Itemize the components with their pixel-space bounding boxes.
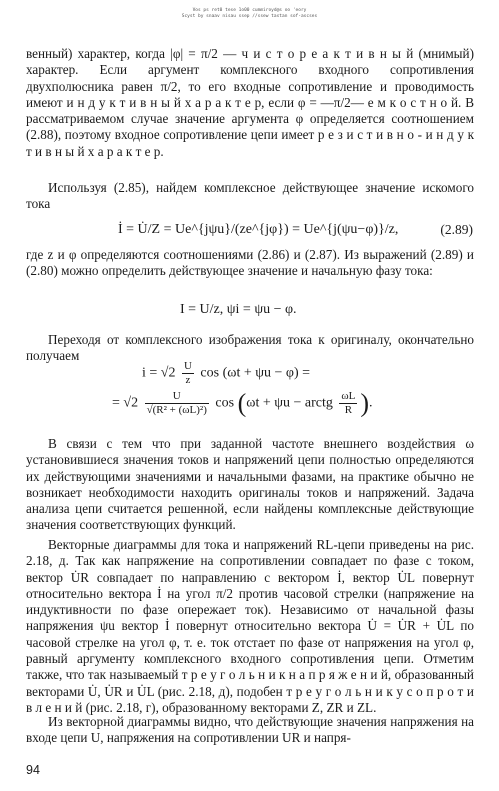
eq-denominator: √(R² + (ωL)²) [146, 404, 207, 416]
eq-denominator: R [344, 404, 353, 416]
eq-argument: ωt + ψu − arctg [246, 395, 333, 411]
scan-stamp [0, 8, 499, 20]
paragraph-text: Векторные диаграммы для тока и напряжений RL-цепи приведены на рис. 2.18, д. Так как напряжение на сопротивлении совпадает по фазе с током, вектор U̇R совпадает по направлению с вектором İ, вектор U̇L повернут относительно вектора İ на угол π/2 против часовой стрелки (напряжение на индуктивности по фазе опережает ток). Независимо от начальной фазы напряжения ψu вектор İ повернут относительно вектора U̇ = U̇R + U̇L по часовой стрелке на угол φ, т. е. ток отстает по фазе от напряжения на угол φ, равный аргументу комплексного входного сопротивления цепи. Отметим также, что так называемый т р е у г о л ь н и к н а п р я ж е н и й, образованный векторами U̇, U̇R и U̇L (рис. 2.18, д), подобен т р е у г о л ь н и к у с о п р о т и в л е н и й (рис. 2.18, г), образованному векторами Z, ZR и ZL. [26, 537, 474, 715]
eq-cos: cos [215, 395, 235, 411]
paragraph-text: Переходя от комплексного изображения тока к оригиналу, окончательно получаем [26, 332, 474, 364]
equation-number-2-89: (2.89) [440, 222, 473, 237]
paragraph-text: В связи с тем что при заданной частоте внешнего воздействия ω установившиеся значения токов и напряжений цепи полностью определяются их действующими значениями и начальными фазами, на практике обычно не возникает необходимости находить оригиналы токов и напряжений. Задача анализа цепи считается решенной, если найдены комплексные действующие значения соответствующих функций. [26, 436, 474, 533]
eq-prefix: = √2 [112, 395, 139, 411]
eq-end: . [369, 395, 373, 411]
paragraph-text: Используя (2.85), найдем комплексное действующее значение искомого тока [26, 180, 474, 212]
paragraph-text: венный) характер, когда |φ| = π/2 — ч и с т о р е а к т и в н ы й (мнимый) характер. Если аргумент комплексного входного сопротивления двухполюсника равен π/2, то его входные сопротивление и проводимость имеют и н д у к т и в н ы й х а р а к т е р, если φ = —π/2— е м к о с т н о й. В рассматриваемом случае значение аргумента φ определяется соотношением (2.88), поэтому входное сопротивление цепи имеет р е з и с т и в н о - и н д у к т и в н ы й х а р а к т е р. [26, 46, 474, 159]
eq-fraction-u-over-z [182, 360, 194, 387]
scan-stamp-line-2: Scyst by snaav nisau ssep //ssew tastan sof-ascses [181, 14, 318, 19]
equation-original-line-1 [142, 360, 310, 387]
eq-fraction-amplitude [145, 390, 209, 417]
paragraph-text: где z и φ определяются соотношениями (2.86) и (2.87). Из выражений (2.89) и (2.80) можно определить действующее значение и начальную фазу тока: [26, 247, 474, 279]
eq-prefix: i = √2 [142, 365, 176, 381]
eq-numerator: U [183, 360, 192, 372]
equation-2-89: İ = U̇/Z = Ue^{jψu}/(ze^{jφ}) = Ue^{j(ψu−φ)}/z, [118, 222, 399, 237]
equation-original-line-2 [112, 390, 373, 417]
eq-fraction-omega-l-over-r [339, 390, 357, 417]
scan-stamp-line-1: Vos ps ret0 tese 1o00 cummiroyd@s oo 'eory [192, 8, 307, 13]
eq-numerator: ωL [341, 390, 356, 402]
paragraph-vector-diagrams [26, 537, 474, 716]
eq-suffix: cos (ωt + ψu − φ) = [200, 365, 311, 381]
left-paren: ( [237, 388, 247, 418]
paragraph-from-vector-diagram [26, 714, 474, 747]
eq-numerator: U [145, 390, 209, 404]
paragraph-reactive-character [26, 46, 474, 160]
paragraph-using-2-85 [26, 180, 474, 213]
right-paren: ) [360, 388, 370, 418]
paragraph-steady-state [26, 436, 474, 534]
eq-denominator: z [185, 374, 191, 386]
paragraph-where-z-phi [26, 247, 474, 280]
paragraph-text: Из векторной диаграммы видно, что действующие значения напряжения на входе цепи U, напряжения на сопротивлении UR и напря- [26, 714, 474, 746]
page-number: 94 [26, 763, 40, 777]
equation-magnitude-phase: I = U/z, ψi = ψu − φ. [180, 302, 297, 317]
